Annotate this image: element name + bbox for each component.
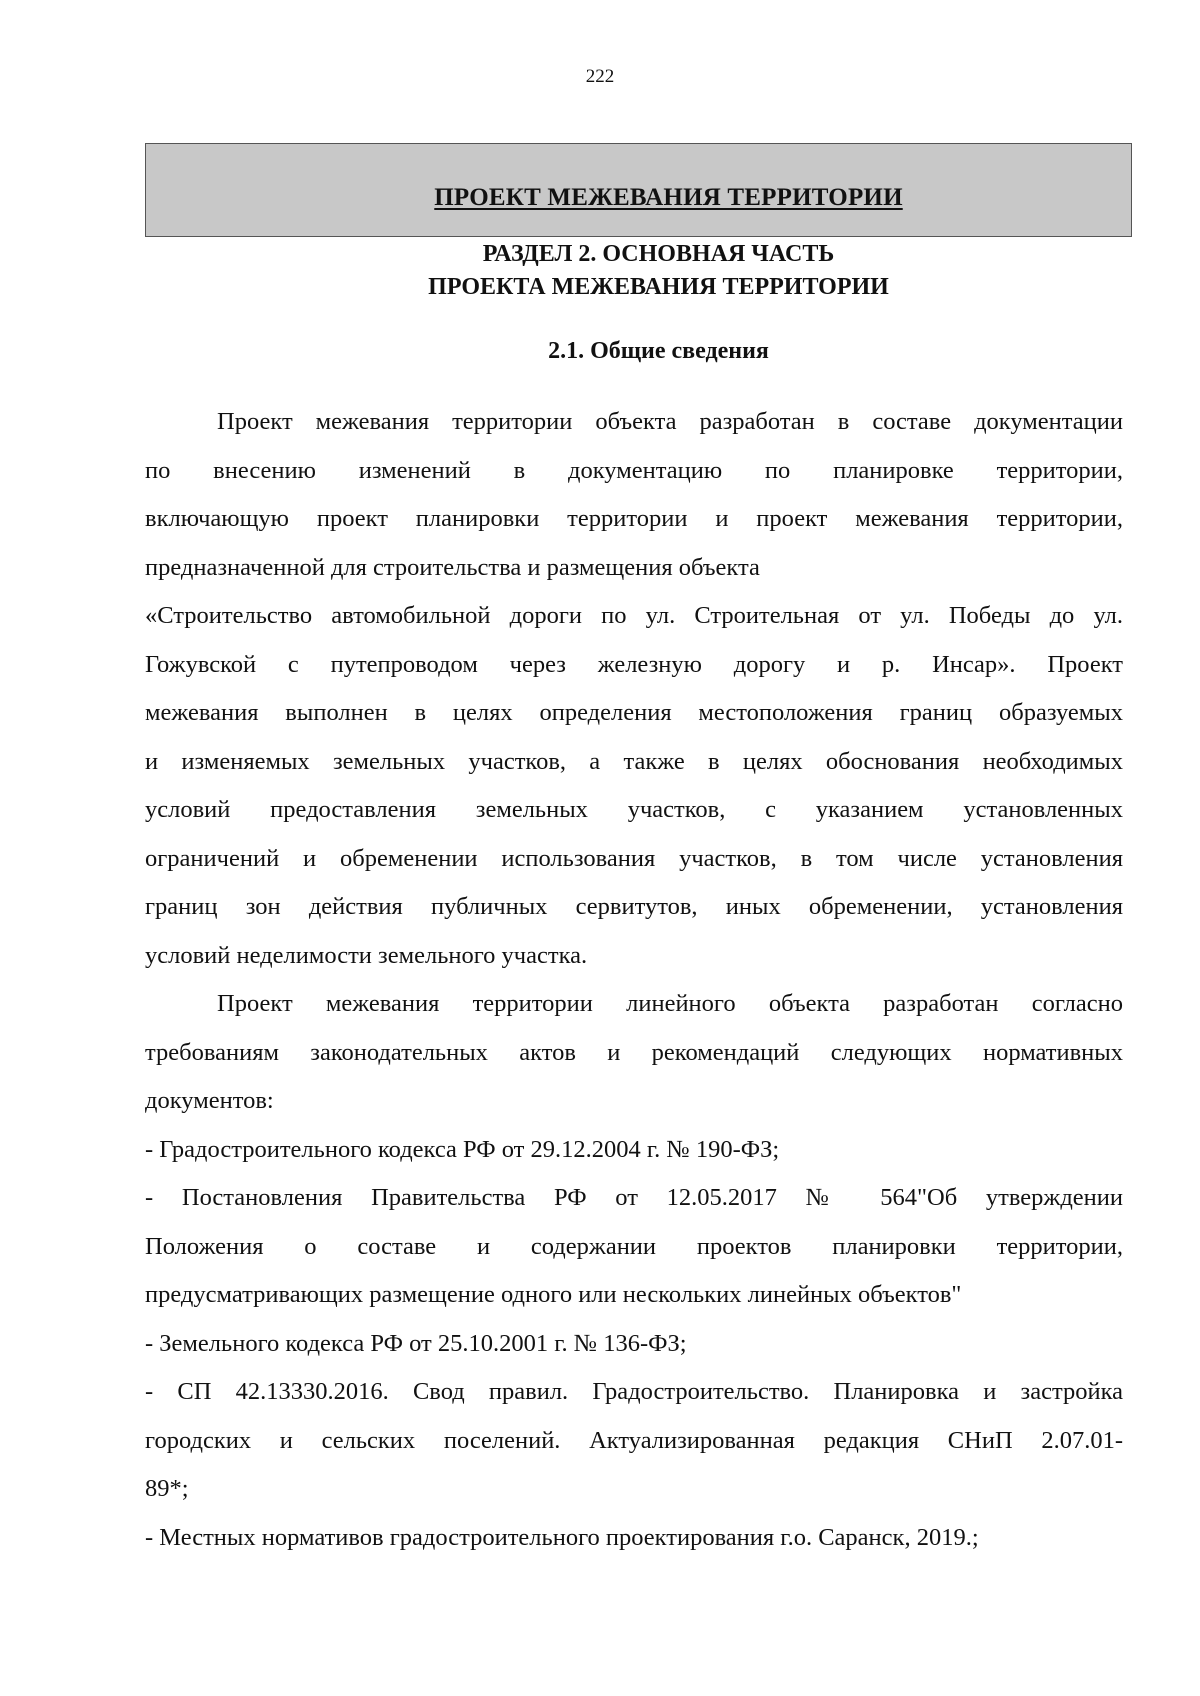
text-line: Проект межевания территории объекта разработан в составе документации	[217, 408, 1123, 435]
text-line: Проект межевания территории линейного объекта разработан согласно	[217, 990, 1123, 1017]
text-line: условий неделимости земельного участка.	[145, 941, 588, 969]
header-banner	[145, 143, 1132, 237]
section-heading-line-2: ПРОЕКТА МЕЖЕВАНИЯ ТЕРРИТОРИИ	[428, 274, 889, 300]
text-line: по внесению изменений в документацию по планировке территории,	[145, 456, 1123, 484]
text-line: Положения о составе и содержании проектов планировки территории,	[145, 1232, 1123, 1260]
list-item: - Земельного кодекса РФ от 25.10.2001 г. № 136-ФЗ;	[145, 1329, 687, 1357]
text-line: предназначенной для строительства и размещения объекта	[145, 553, 760, 581]
body-text	[145, 398, 1123, 1562]
section-heading-line-1: РАЗДЕЛ 2. ОСНОВНАЯ ЧАСТЬ	[482, 241, 835, 267]
text-line: требованиям законодательных актов и рекомендаций следующих нормативных	[145, 1038, 1123, 1066]
text-line: включающую проект планировки территории и проект межевания территории,	[145, 505, 1123, 532]
text-line: 89*;	[145, 1475, 189, 1502]
text-line: условий предоставления земельных участков, с указанием установленных	[145, 796, 1123, 823]
text-line: предусматривающих размещение одного или нескольких линейных объектов"	[145, 1281, 962, 1308]
list-item: - Градостроительного кодекса РФ от 29.12.2004 г. № 190-ФЗ;	[145, 1135, 780, 1163]
list-item: - СП 42.13330.2016. Свод правил. Градостроительство. Планировка и застройка	[145, 1378, 1123, 1405]
text-line: и изменяемых земельных участков, а также в целях обоснования необходимых	[145, 747, 1123, 775]
text-line: городских и сельских поселений. Актуализированная редакция СНиП 2.07.01-	[145, 1426, 1123, 1454]
subsection-heading: 2.1. Общие сведения	[548, 338, 769, 364]
list-item: - Постановления Правительства РФ от 12.05.2017 № 564"Об утверждении	[145, 1184, 1123, 1211]
text-line: документов:	[145, 1087, 274, 1114]
page-number: 222	[585, 66, 615, 87]
text-line: ограничений и обременении использования участков, в том числе установления	[145, 844, 1123, 872]
section-heading	[145, 238, 1132, 304]
text-line: межевания выполнен в целях определения местоположения границ образуемых	[145, 699, 1123, 726]
text-line: «Строительство автомобильной дороги по ул. Строительная от ул. Победы до ул.	[145, 602, 1123, 629]
list-item: - Местных нормативов градостроительного проектирования г.о. Саранск, 2019.;	[145, 1523, 979, 1551]
document-title: ПРОЕКТ МЕЖЕВАНИЯ ТЕРРИТОРИИ	[434, 184, 903, 211]
text-line: границ зон действия публичных сервитутов, иных обременении, установления	[145, 893, 1123, 920]
text-line: Гожувской с путепроводом через железную дорогу и р. Инсар». Проект	[145, 650, 1123, 678]
